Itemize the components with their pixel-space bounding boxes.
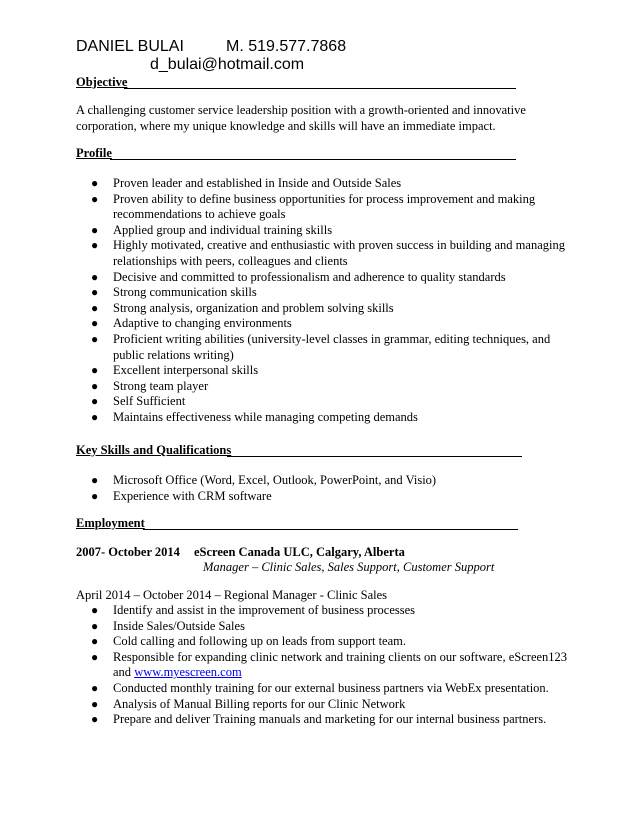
list-item: ● Proficient writing abilities (university-level classes in grammar, editing techniques, and public relations writing)	[91, 331, 551, 362]
bullet-icon: ●	[91, 300, 99, 315]
bullet-icon: ●	[91, 394, 99, 409]
list-item: ● Proven leader and established in Inside and Outside Sales	[91, 176, 402, 190]
list-item: ● Maintains effectiveness while managing competing demands	[91, 409, 418, 424]
bullet-icon: ●	[91, 269, 99, 284]
list-item: ● Highly motivated, creative and enthusiastic with proven success in building and managing relationships with peers, colleagues and clients	[91, 238, 565, 268]
bullet-icon: ●	[91, 191, 99, 206]
objective-heading: Objective	[76, 75, 128, 89]
bullet-icon: ●	[91, 473, 99, 487]
list-item: ● Cold calling and following up on leads from support team.	[91, 634, 407, 649]
job-role: Manager – Clinic Sales, Sales Support, Customer Support	[203, 560, 495, 574]
list-item: ● Responsible for expanding clinic network and training clients on our software, eScreen123 and www.myescreen.com	[91, 649, 568, 680]
employment-heading: Employment	[76, 516, 145, 530]
employment-list	[90, 603, 568, 728]
list-item: ● Self Sufficient	[91, 394, 186, 409]
bullet-icon: ●	[91, 331, 99, 346]
list-item: ● Microsoft Office (Word, Excel, Outlook, PowerPoint, and Visio)	[91, 473, 437, 487]
bullet-icon: ●	[91, 696, 99, 711]
bullet-icon: ●	[91, 238, 99, 253]
phone-number: M. 519.577.7868	[226, 38, 347, 55]
bullet-icon: ●	[91, 680, 99, 695]
bullet-icon: ●	[91, 363, 99, 378]
employment-rule	[143, 529, 518, 530]
website-link[interactable]: www.myescreen.com	[134, 665, 242, 680]
bullet-icon: ●	[91, 634, 99, 649]
list-item: ● Excellent interpersonal skills	[91, 363, 259, 378]
bullet-icon: ●	[91, 176, 99, 190]
bullet-icon: ●	[91, 603, 99, 617]
job-dates: 2007- October 2014	[76, 545, 180, 559]
list-item: ● Adaptive to changing environments	[91, 316, 292, 331]
list-item: ● Analysis of Manual Billing reports for our Clinic Network	[91, 696, 406, 711]
list-item: ● Prepare and deliver Training manuals and marketing for our internal business partners.	[91, 712, 547, 727]
bullet-icon: ●	[91, 316, 99, 331]
skills-list	[90, 473, 568, 504]
skills-heading: Key Skills and Qualifications	[76, 443, 232, 457]
list-item: ● Strong analysis, organization and problem solving skills	[91, 300, 394, 315]
bullet-icon: ●	[91, 285, 99, 300]
bullet-icon: ●	[91, 378, 99, 393]
candidate-name: DANIEL BULAI	[76, 38, 184, 55]
email-address: d_bulai@hotmail.com	[150, 56, 305, 73]
job-company: eScreen Canada ULC, Calgary, Alberta	[194, 545, 405, 559]
bullet-icon: ●	[91, 712, 99, 727]
objective-text: A challenging customer service leadership position with a growth-oriented and innovative corporation, where my unique knowledge and skills will have an immediate impact.	[76, 103, 526, 133]
list-item: ● Inside Sales/Outside Sales	[91, 618, 245, 633]
bullet-icon: ●	[91, 488, 99, 503]
list-item: ● Applied group and individual training skills	[91, 222, 333, 237]
bullet-icon: ●	[91, 222, 99, 237]
profile-rule	[110, 159, 516, 160]
list-item: ● Strong team player	[91, 378, 209, 393]
list-item: ● Conducted monthly training for our external business partners via WebEx presentation.	[91, 680, 549, 695]
profile-heading: Profile	[76, 146, 112, 160]
list-item: ● Identify and assist in the improvement of business processes	[91, 603, 416, 617]
objective-rule	[124, 88, 516, 89]
bullet-icon: ●	[91, 649, 99, 664]
skills-rule	[227, 456, 522, 457]
job-subtitle: April 2014 – October 2014 – Regional Manager - Clinic Sales	[76, 588, 388, 602]
list-item: ● Strong communication skills	[91, 285, 257, 300]
bullet-icon: ●	[91, 618, 99, 633]
list-item: ● Decisive and committed to professionalism and adherence to quality standards	[91, 269, 506, 284]
profile-list	[90, 176, 568, 426]
bullet-icon: ●	[91, 409, 99, 424]
list-item: ● Experience with CRM software	[91, 488, 272, 503]
list-item: ● Proven ability to define business opportunities for process improvement and making recommendations to achieve goals	[91, 191, 536, 222]
